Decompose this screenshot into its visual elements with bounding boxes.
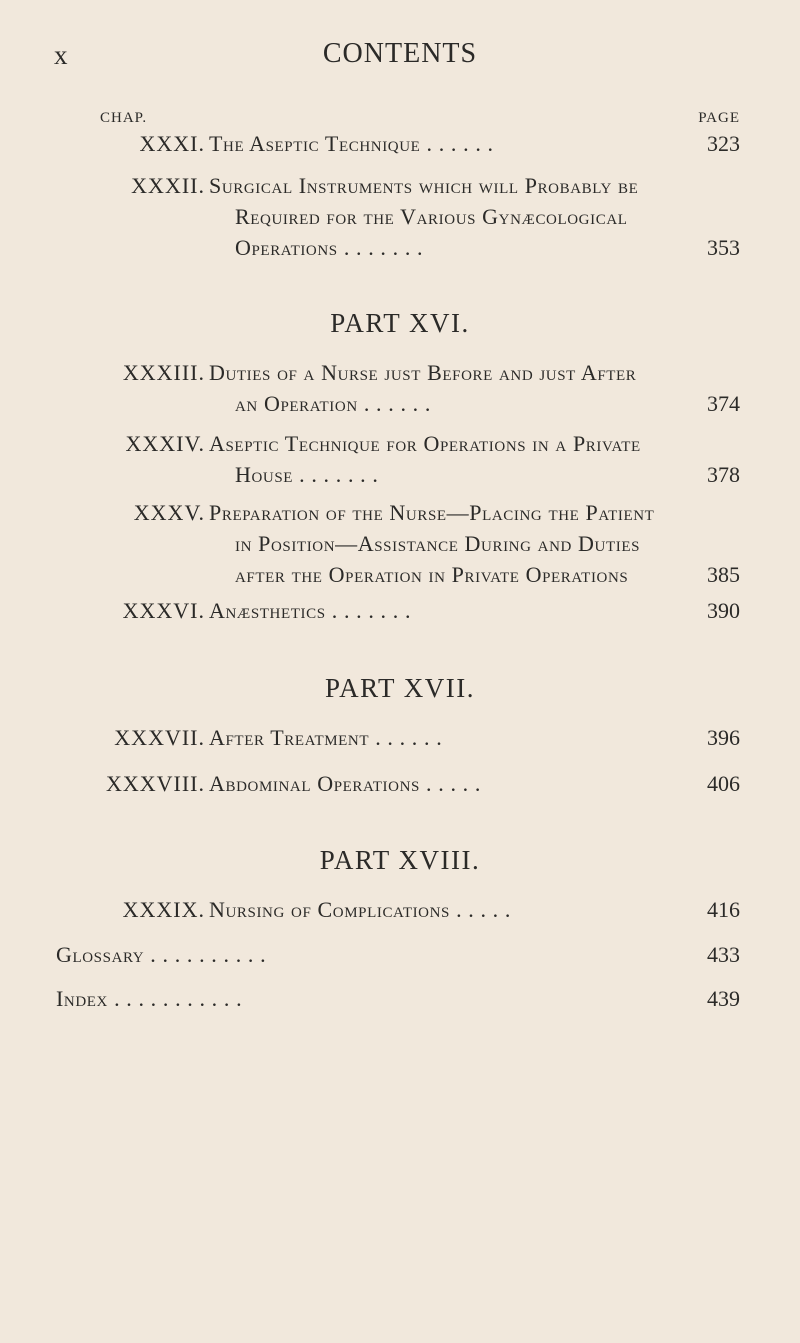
chapter-number: XXXIII. — [122, 360, 205, 385]
page-number: 353 — [707, 235, 740, 260]
chapter-number: XXXV. — [133, 500, 205, 525]
chapter-number: XXXIX. — [122, 897, 205, 922]
chapter-title-line: after the Operation in Private Operations — [235, 562, 629, 587]
page-title: CONTENTS — [322, 38, 478, 69]
running-head — [0, 38, 800, 78]
page-number: 439 — [707, 986, 740, 1011]
chapter-title-line: in Position—Assistance During and Duties — [235, 531, 641, 556]
chapter-title-line: Required for the Various Gynæcological — [235, 204, 628, 229]
part-heading: PART XVI. — [330, 308, 470, 338]
chapter-title-line: After Treatment . . . . . . — [209, 725, 443, 750]
chapter-title-line: Anæsthetics . . . . . . . — [209, 598, 412, 623]
chapter-number: XXXVII. — [114, 725, 205, 750]
chapter-number: XXXI. — [139, 131, 205, 156]
page-number: 385 — [707, 562, 740, 587]
chapter-title-line: Operations . . . . . . . — [235, 235, 424, 260]
page-number: 396 — [707, 725, 740, 750]
chapter-title-line: Surgical Instruments which will Probably be — [209, 173, 639, 198]
part-heading: PART XVII. — [325, 673, 475, 703]
folio: x — [54, 40, 69, 70]
chapter-title-line: House . . . . . . . — [235, 462, 379, 487]
chapter-number: XXXVIII. — [105, 771, 205, 796]
page-number: 390 — [707, 598, 740, 623]
page-number: 323 — [707, 131, 740, 156]
chapter-title-line: Duties of a Nurse just Before and just After — [209, 360, 637, 385]
chapter-title-line: an Operation . . . . . . — [235, 391, 431, 416]
part-heading: PART XVIII. — [319, 845, 481, 875]
chapter-title-line: Preparation of the Nurse—Placing the Patient — [209, 500, 655, 525]
chapter-column-label: CHAP. — [100, 110, 148, 126]
page-number: 378 — [707, 462, 740, 487]
chapter-title-line: The Aseptic Technique . . . . . . — [209, 131, 494, 156]
page-number: 374 — [707, 391, 740, 416]
chapter-number: XXXVI. — [122, 598, 205, 623]
glossary-label: Glossary . . . . . . . . . . — [56, 942, 267, 967]
chapter-number: XXXII. — [131, 173, 205, 198]
page-number: 406 — [707, 771, 740, 796]
chapter-title-line: Nursing of Complications . . . . . — [209, 897, 511, 922]
toc-entry-index — [56, 983, 740, 1014]
index-label: Index . . . . . . . . . . . — [56, 986, 243, 1011]
page-column-label: PAGE — [698, 110, 740, 126]
chapter-title-line: Aseptic Technique for Operations in a Private — [209, 431, 641, 456]
page-number: 433 — [707, 942, 740, 967]
chapter-number: XXXIV. — [125, 431, 205, 456]
page-number: 416 — [707, 897, 740, 922]
chapter-title-line: Abdominal Operations . . . . . — [209, 771, 481, 796]
toc-entry-glossary — [56, 939, 740, 970]
